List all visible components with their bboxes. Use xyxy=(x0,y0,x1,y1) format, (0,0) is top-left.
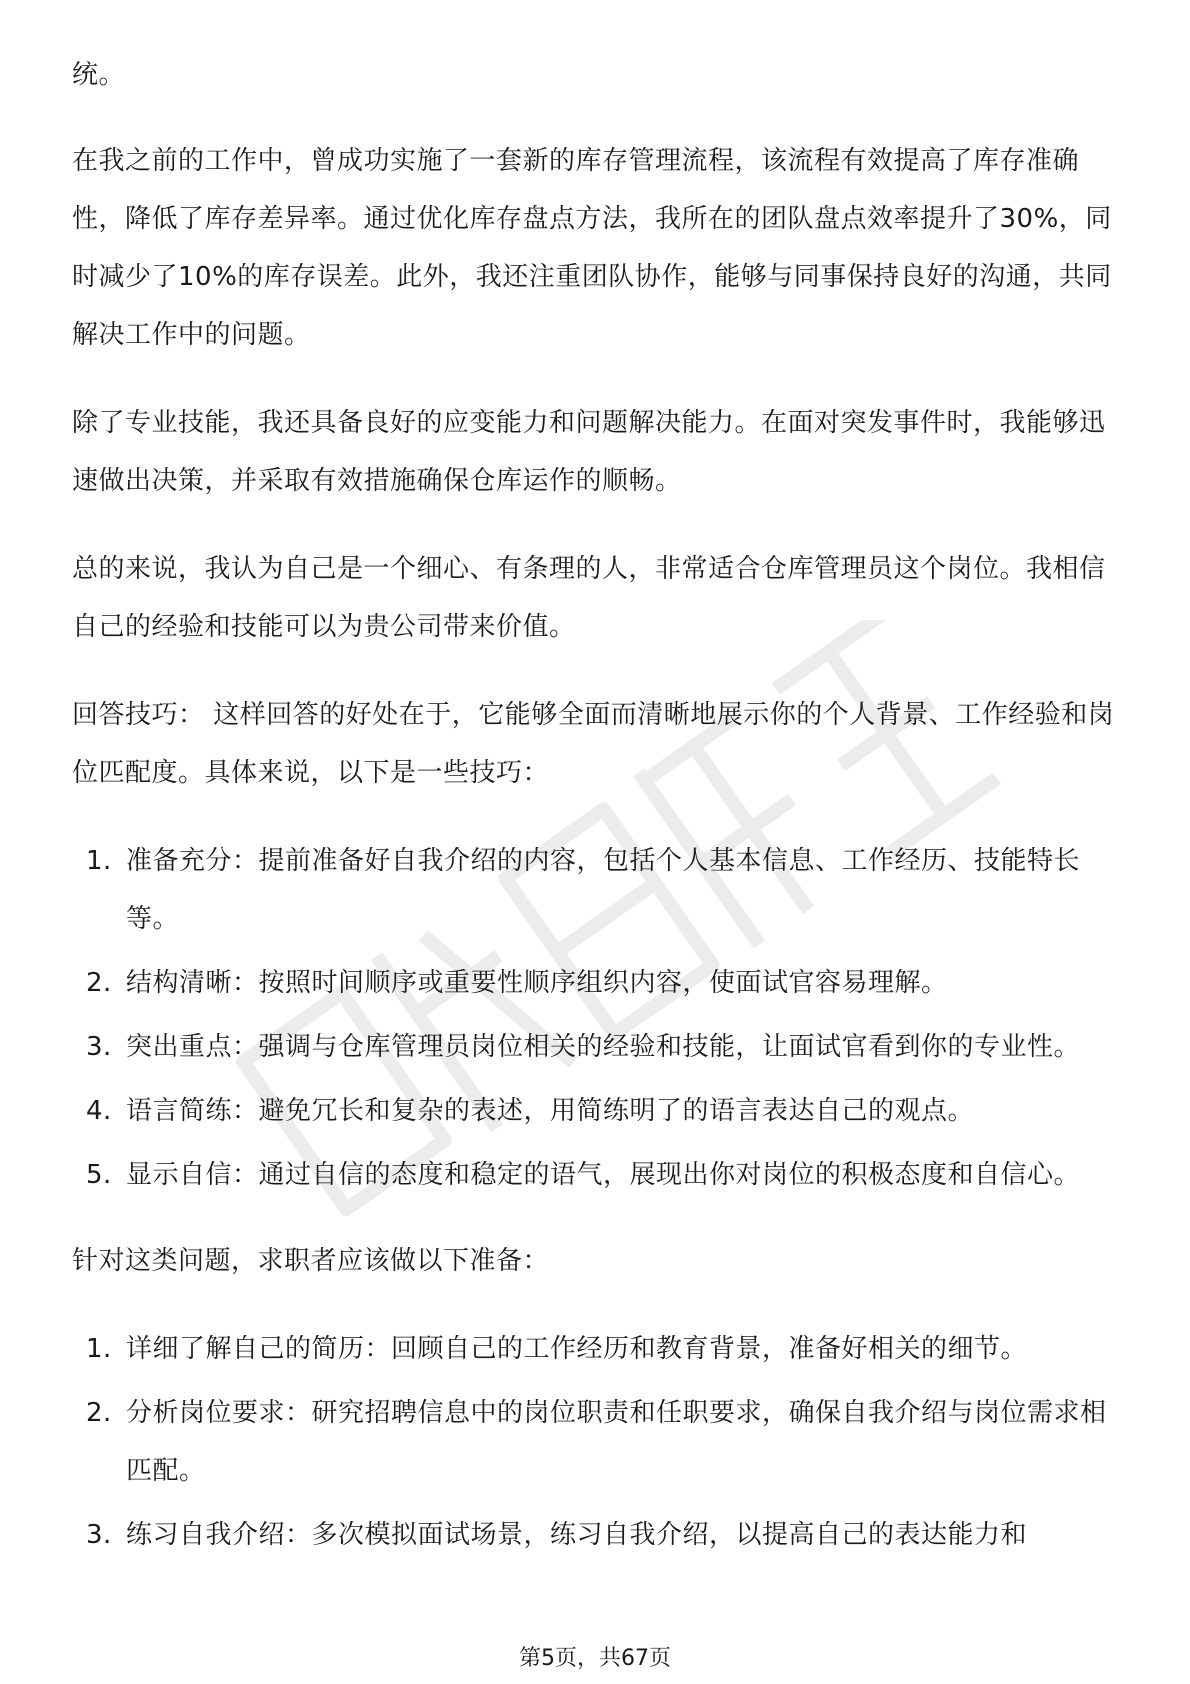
paragraph-prep-intro: 针对这类问题，求职者应该做以下准备： xyxy=(72,1246,550,1276)
list-item xyxy=(72,1146,1122,1204)
paragraph-answer-tips: 回答技巧： 这样回答的好处在于，它能够全面而清晰地展示你的个人背景、工作经验和岗位匹配度。具体来说，以下是一些技巧： xyxy=(72,700,1115,788)
page-number-footer: 第5页，共67页 xyxy=(519,1646,671,1671)
list-item-text: 分析岗位要求：研究招聘信息中的岗位职责和任职要求，确保自我介绍与岗位需求相匹配。 xyxy=(126,1398,1107,1486)
list-item-text: 结构清晰：按照时间顺序或重要性顺序组织内容，使面试官容易理解。 xyxy=(126,968,948,998)
prep-list xyxy=(72,1320,1122,1564)
list-item xyxy=(72,832,1122,948)
list-item xyxy=(72,954,1122,1012)
list-item-text: 显示自信：通过自信的态度和稳定的语气，展现出你对岗位的积极态度和自信心。 xyxy=(126,1160,1081,1190)
list-item-number: 5. xyxy=(86,1160,112,1190)
list-item xyxy=(72,1320,1122,1378)
list-item-number: 3. xyxy=(86,1032,112,1062)
list-item-number: 1. xyxy=(86,1334,112,1364)
list-item-number: 3. xyxy=(86,1520,112,1550)
list-item-text: 突出重点：强调与仓库管理员岗位相关的经验和技能，让面试官看到你的专业性。 xyxy=(126,1032,1081,1062)
list-item xyxy=(72,1384,1122,1500)
list-item xyxy=(72,1506,1122,1564)
list-item-text: 详细了解自己的简历：回顾自己的工作经历和教育背景，准备好相关的细节。 xyxy=(126,1334,1028,1364)
paragraph-experience: 在我之前的工作中，曾成功实施了一套新的库存管理流程，该流程有效提高了库存准确性，降低了库存差异率。通过优化库存盘点方法，我所在的团队盘点效率提升了30%，同时减少了10%的库存误差。此外，我还注重团队协作，能够与同事保持良好的沟通，共同解决工作中的问题。 xyxy=(72,146,1112,350)
paragraph-continuation: 统。 xyxy=(72,60,126,90)
list-item-text: 准备充分：提前准备好自我介绍的内容，包括个人基本信息、工作经历、技能特长等。 xyxy=(126,846,1081,934)
list-item xyxy=(72,1082,1122,1140)
tips-list xyxy=(72,832,1122,1204)
list-item-number: 2. xyxy=(86,1398,112,1428)
paragraph-summary: 总的来说，我认为自己是一个细心、有条理的人，非常适合仓库管理员这个岗位。我相信自己的经验和技能可以为贵公司带来价值。 xyxy=(72,554,1106,642)
list-item-number: 1. xyxy=(86,846,112,876)
document-body xyxy=(72,46,1122,1592)
list-item xyxy=(72,1018,1122,1076)
list-item-number: 4. xyxy=(86,1096,112,1126)
list-item-text: 练习自我介绍：多次模拟面试场景，练习自我介绍，以提高自己的表达能力和 xyxy=(126,1520,1028,1550)
paragraph-skills: 除了专业技能，我还具备良好的应变能力和问题解决能力。在面对突发事件时，我能够迅速做出决策，并采取有效措施确保仓库运作的顺畅。 xyxy=(72,408,1106,496)
list-item-number: 2. xyxy=(86,968,112,998)
list-item-text: 语言简练：避免冗长和复杂的表述，用简练明了的语言表达自己的观点。 xyxy=(126,1096,975,1126)
